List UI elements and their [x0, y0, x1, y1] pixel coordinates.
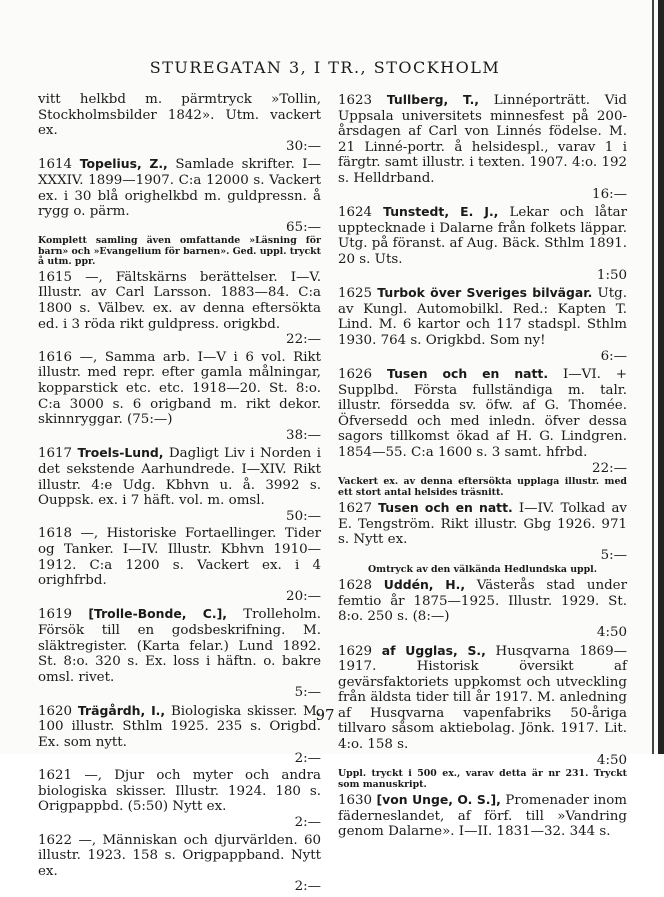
entry-author: [von Unge, O. S.], [376, 792, 501, 808]
entry-number: 1621 [38, 768, 73, 784]
entry-number: 1623 [338, 93, 373, 108]
entry-number: 1628 [338, 578, 373, 594]
entry-number: 1624 [338, 205, 373, 221]
page-header: STUREGATAN 3, I TR., STOCKHOLM [149, 58, 501, 77]
entry-note: Komplett samling även omfattande »Läsning för barn» och »Evangelium för barnen». Ged. uppl. tryckt å utm. ppr. [38, 235, 321, 268]
entry-author: Tusen och en natt. [378, 500, 513, 516]
entry-number: 1614 [38, 157, 73, 173]
entry-note: Omtryck av den välkända Hedlundska uppl. [367, 563, 597, 575]
entry-text-line [38, 445, 321, 508]
entry-description: Samlade skrifter. I—XXXIV. 1899—1907. C:a 12000 s. Vackert ex. i 30 blå orighelkbd m. guldpressn. å rygg o. pärm. [38, 157, 321, 220]
entry-author: Tusen och en natt. [387, 366, 549, 382]
entry-price: 1:50 [596, 267, 627, 283]
entry-description: I—IV. Tolkad av E. Tengström. Rikt illustr. Gbg 1926. 971 s. Nytt ex. [338, 501, 627, 548]
entry-author: Topelius, Z., [79, 156, 168, 172]
catalogue-entry [338, 500, 627, 575]
entry-description: —, Historiske Fortaellinger. Tider og Tanker. I—IV. Illustr. Kbhvn 1910—1912. C:a 1200 s. Vackert ex. i 4 orighfrbd. [38, 526, 321, 589]
entry-number: 1626 [338, 367, 373, 383]
catalogue-entry [338, 285, 627, 364]
catalogue-entry [38, 445, 321, 524]
entry-number: 1625 [338, 286, 373, 302]
catalogue-entry [38, 350, 321, 444]
entry-number: 1629 [338, 643, 373, 659]
entry-number: 1627 [338, 501, 373, 517]
entry-number: 1618 [38, 526, 73, 542]
catalogue-entry [338, 577, 627, 640]
entry-price: 4:50 [596, 624, 627, 640]
catalogue-entry [338, 92, 627, 202]
entry-text-line [338, 577, 627, 625]
entry-text-line [38, 92, 321, 139]
entry-description: vitt helkbd m. pärmtryck »Tollin, Stockholmsbilder 1842». Utm. vackert ex. [38, 92, 321, 139]
entry-description: —, Djur och myter och andra biologiska skisser. Illustr. 1924. 180 s. Origpappbd. (5:50) Nytt ex. [38, 768, 321, 815]
right-column [338, 92, 627, 842]
page-edge [658, 0, 664, 754]
entry-description: Lekar och låtar upptecknade i Dalarne från folkets läppar. Utg. på föranst. af Aug. Bäck. Sthlm 1891. 20 s. Uts. [338, 205, 628, 267]
entry-description: Husqvarna 1869—1917. Historisk översikt af gevärsfaktoriets uppkomst och utveckling från äldsta tider till år 1917. M. anledning af Husqvarna vapenfabriks 50-åriga tillvaro såsom aktiebolag. Jönk. 1917. Lit. 4:o. 158 s. [338, 643, 627, 753]
entry-text-line [338, 285, 627, 348]
entry-number: 1616 [38, 349, 73, 365]
entry-price: 50:— [286, 508, 321, 524]
catalogue-entry [38, 768, 321, 830]
entry-author: Tullberg, T., [386, 92, 480, 107]
entry-text-line [38, 350, 321, 428]
entry-price: 5:— [294, 685, 321, 701]
entry-price: 4:50 [596, 752, 627, 768]
entry-text-line [38, 768, 321, 815]
catalogue-entry [38, 270, 321, 348]
page-number: 97 [315, 706, 335, 724]
entry-price: 22:— [286, 332, 321, 348]
entry-note: Uppl. tryckt i 500 ex., varav detta är nr 231. Tryckt som manuskript. [338, 768, 627, 790]
entry-description: Promenader inom fäderneslandet, af förf. till »Vandring genom Dalarne». I—II. 1831—32. 344 s. [338, 793, 628, 840]
entry-description: Linnéporträtt. Vid Uppsala universitets minnesfest på 200-årsdagen af Carl von Linnés födelse. M. 21 Linné-portr. å helsidespl., varav 1 i färgtr. samt illustr. i texten. 1907. 4:o. 192 s. Helldrband. [338, 93, 627, 186]
entry-author: Tunstedt, E. J., [383, 204, 499, 220]
entry-price: 2:— [294, 815, 321, 831]
entry-text-line [338, 500, 627, 548]
entry-price: 6:— [600, 348, 627, 364]
entry-text-line [338, 204, 627, 267]
entry-price: 16:— [592, 186, 627, 202]
entry-description: I—VI. + Supplbd. Första fullständiga m. talr. illustr. försedda sv. öfw. af G. Thomée. Öfversedd och med inledn. öfver dessa sagors tillkomst ökad af H. G. Lindgren. 1854—55. C:a 1600 s. 3 samt. hfrbd. [338, 367, 628, 461]
entry-text-line [38, 833, 321, 880]
entry-text-line [38, 156, 321, 219]
entry-description: —, Fältskärns berättelser. I—V. Illustr. av Carl Larsson. 1883—84. C:a 1800 s. Välbev. ex. av denna eftersökta ed. i 3 röda rikt guldpress. origkbd. [38, 269, 321, 332]
entry-number: 1619 [38, 607, 73, 623]
entry-price: 20:— [286, 588, 321, 604]
catalogue-entry [338, 204, 627, 283]
entry-author: Trägårdh, I., [77, 702, 166, 718]
catalogue-entry [38, 156, 321, 267]
entry-text-line [38, 270, 321, 332]
entry-text-line [338, 92, 627, 187]
page-edge-line [652, 0, 654, 754]
entry-price: 65:— [286, 219, 321, 235]
entry-price: 2:— [294, 750, 321, 766]
entry-author: Uddén, H., [383, 577, 466, 593]
entry-author: af Ugglas, S., [381, 642, 486, 658]
entry-text-line [338, 643, 627, 753]
catalogue-entry [38, 92, 321, 154]
entry-price: 5:— [600, 548, 627, 564]
entry-number: 1617 [38, 446, 73, 462]
entry-description: —, Samma arb. I—V i 6 vol. Rikt illustr. med repr. efter gamla målningar, kopparstick etc. etc. 1918—20. St. 8:o. C:a 3000 s. 6 origband m. rikt dekor. skinnryggar. (75:—) [38, 349, 321, 428]
catalogue-entry [38, 526, 321, 604]
entry-note: Vackert ex. av denna eftersökta upplaga illustr. med ett stort antal helsides träsnitt. [338, 476, 627, 498]
entry-text-line [38, 606, 321, 685]
entry-number: 1622 [38, 832, 73, 848]
entry-price: 2:— [294, 879, 321, 895]
entry-description: Trolleholm. Försök till en godsbeskrifning. M. släktregister. (Karta felar.) Lund 1892. St. 8:o. 320 s. Ex. loss i häftn. o. bakre omsl. rivet. [38, 607, 321, 685]
entry-author: Turbok över Sveriges bilvägar. [377, 285, 593, 301]
entry-text-line [38, 526, 321, 588]
entry-number: 1615 [38, 269, 73, 285]
entry-number: 1630 [338, 793, 373, 809]
catalogue-entry [38, 606, 321, 701]
entry-description: —, Människan och djurvärlden. 60 illustr. 1923. 158 s. Origpappband. Nytt ex. [38, 832, 321, 879]
entry-number: 1620 [38, 703, 73, 719]
catalogue-entry [338, 366, 627, 498]
catalogue-entry [38, 833, 321, 895]
entry-description: Utg. av Kungl. Automobilkl. Red.: Kapten T. Lind. M. 6 kartor och 117 stadspl. Sthlm 1930. 764 s. Origkbd. Som ny! [338, 286, 627, 348]
entry-text-line [338, 366, 627, 461]
entry-author: [Trolle-Bonde, C.], [88, 606, 227, 622]
entry-price: 30:— [286, 138, 321, 154]
entry-description: Biologiska skisser. M. 100 illustr. Sthlm 1925. 235 s. Origbd. Ex. som nytt. [38, 703, 322, 751]
entry-text-line [338, 792, 627, 840]
entry-author: Troels-Lund, [77, 445, 164, 461]
left-column [38, 92, 321, 897]
entry-price: 22:— [592, 460, 627, 476]
entry-price: 38:— [286, 427, 321, 443]
catalogue-entry [338, 792, 627, 840]
entry-description: Västerås stad under femtio år 1875—1925. Illustr. 1929. St. 8:o. 250 s. (8:—) [338, 578, 627, 625]
entry-description: Dagligt Liv i Norden i det sekstende Aarhundrede. I—XIV. Rikt illustr. 4:e Udg. Kbhvn u. å. 3992 s. Ouppsk. ex. i 7 häft. vol. m. omsl. [38, 446, 321, 509]
